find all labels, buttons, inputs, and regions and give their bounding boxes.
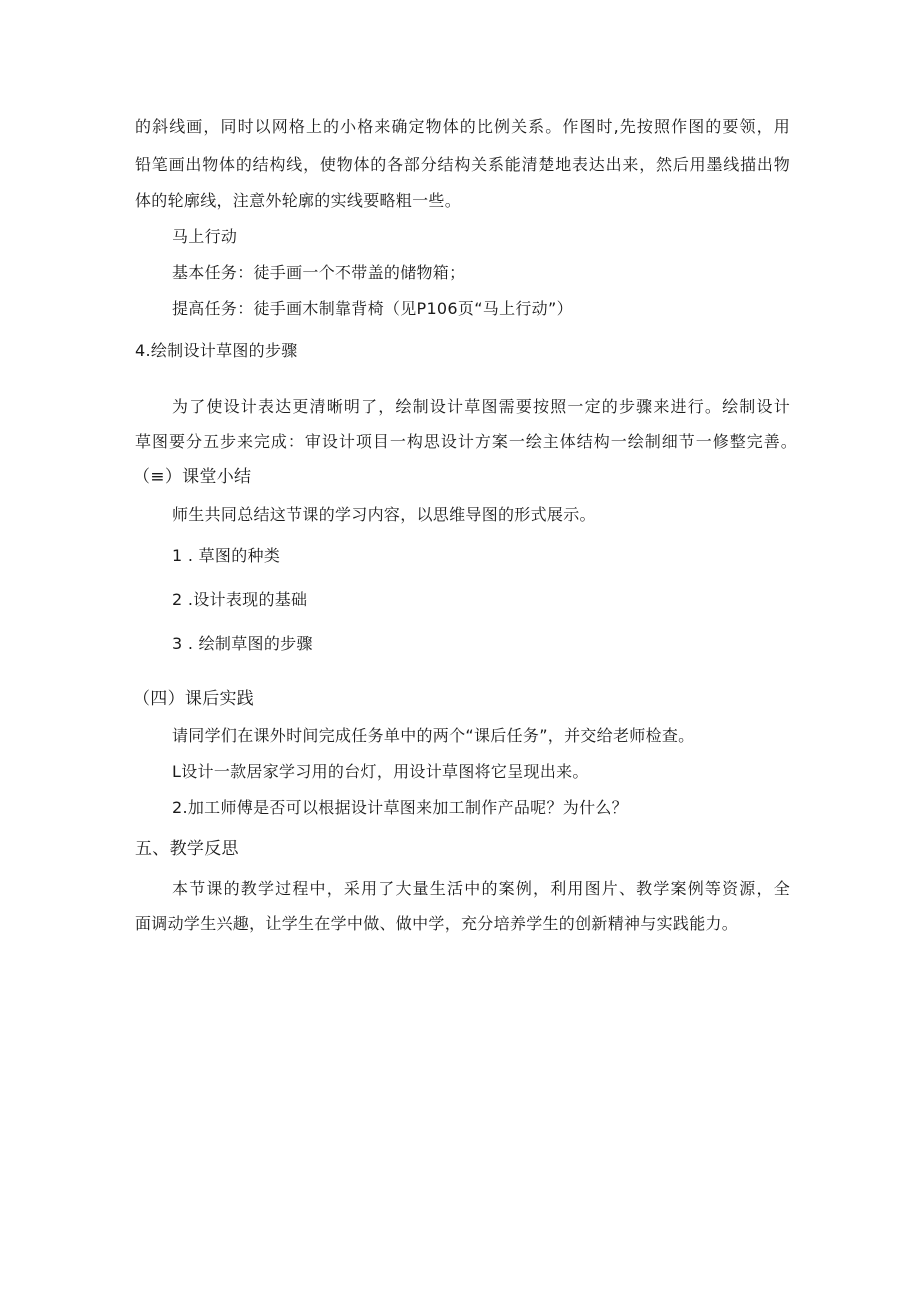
practice-item-2: 2.加工师傅是否可以根据设计草图来加工制作产品呢？为什么？ bbox=[172, 798, 628, 817]
action-basic-task: 基本任务：徒手画一个不带盖的储物箱； bbox=[172, 263, 466, 282]
reflection-line-1: 本节课的教学过程中，采用了大量生活中的案例，利用图片、教学案例等资源，全 bbox=[172, 879, 790, 898]
action-title: 马上行动 bbox=[172, 227, 238, 246]
practice-heading: （四）课后实践 bbox=[133, 689, 255, 709]
intro-line-3: 体的轮廓线，注意外轮廓的实线要略粗一些。 bbox=[135, 191, 462, 210]
summary-item-2: 2 .设计表现的基础 bbox=[172, 590, 308, 609]
practice-intro: 请同学们在课外时间完成任务单中的两个“课后任务”，并交给老师检查。 bbox=[172, 726, 695, 745]
summary-item-3: 3 . 绘制草图的步骤 bbox=[172, 634, 313, 653]
section4-heading: 4.绘制设计草图的步骤 bbox=[135, 341, 298, 360]
action-advanced-task: 提高任务：徒手画木制靠背椅（见P106页“马上行动”） bbox=[172, 299, 573, 318]
intro-line-1: 的斜线画，同时以网格上的小格来确定物体的比例关系。作图时,先按照作图的要领，用 bbox=[135, 117, 790, 136]
intro-line-2: 铅笔画出物体的结构线，使物体的各部分结构关系能清楚地表达出来，然后用墨线描出物 bbox=[135, 155, 790, 174]
summary-intro: 师生共同总结这节课的学习内容，以思维导图的形式展示。 bbox=[172, 505, 596, 524]
reflection-heading: 五、教学反思 bbox=[135, 839, 239, 859]
reflection-line-2: 面调动学生兴趣，让学生在学中做、做中学，充分培养学生的创新精神与实践能力。 bbox=[135, 914, 739, 933]
summary-heading: （≡）课堂小结 bbox=[133, 467, 252, 487]
summary-item-1: 1 . 草图的种类 bbox=[172, 546, 281, 565]
section4-line-2: 草图要分五步来完成：审设计项目一构思设计方案一绘主体结构一绘制细节一修整完善。 bbox=[135, 432, 797, 451]
section4-line-1: 为了使设计表达更清晰明了，绘制设计草图需要按照一定的步骤来进行。绘制设计 bbox=[172, 397, 790, 416]
practice-item-1: L设计一款居家学习用的台灯，用设计草图将它呈现出来。 bbox=[172, 762, 589, 781]
